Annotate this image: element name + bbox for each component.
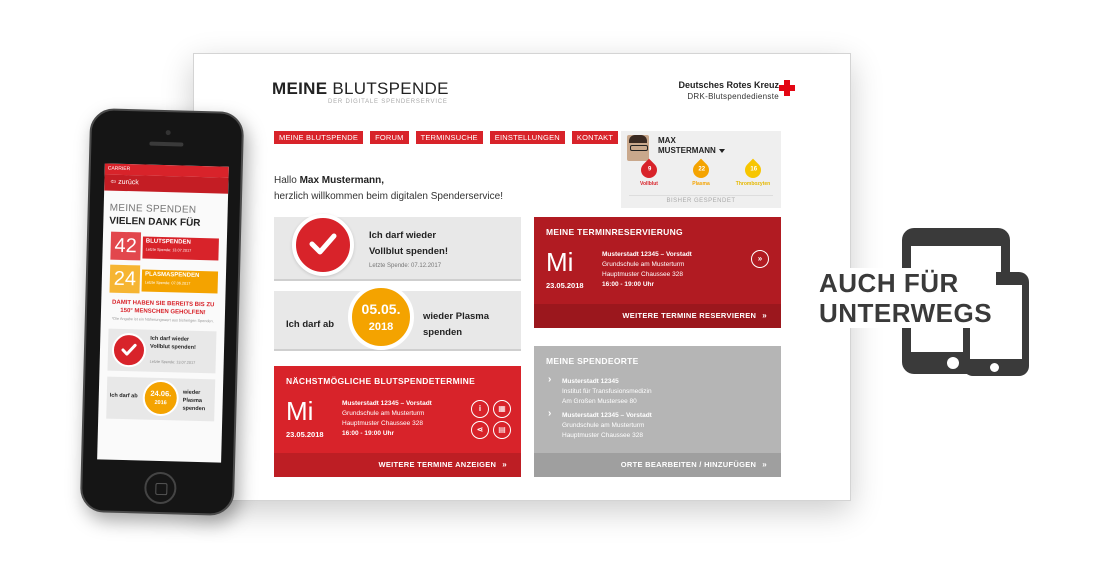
nav-meine-blutspende[interactable]: MEINE BLUTSPENDE [274,131,363,144]
checkmark-circle-icon [112,333,147,368]
caret-down-icon [719,149,725,153]
drk-title: Deutsches Rotes Kreuz [678,80,779,90]
drk-subtitle: DRK-Blutspendedienste [687,92,779,101]
vollblut-title [369,228,448,260]
mobile-footnote: *Die Angabe ist ein Näherungswert aus bisherigen Spenden. [111,316,214,324]
plasma-drop-icon [690,159,713,182]
chevron-right-icon: » [762,311,767,320]
mobile-plasma-left: Ich darf ab [109,392,138,400]
chevron-right-icon: » [762,460,767,469]
greeting-name: Max Mustermann, [299,175,385,186]
next-addr1: Grundschule am Musterturm [342,410,425,417]
nav-terminsuche[interactable]: TERMINSUCHE [416,131,483,144]
mobile-vollblut-line1: Ich darf wieder [150,335,190,343]
card-next-appointments [274,366,521,477]
profile-last-name: MUSTERMANN [658,146,716,155]
checkmark-circle-icon [292,214,354,276]
home-button[interactable] [144,472,177,505]
smartphone-device [80,108,245,516]
back-label: zurück [118,178,139,187]
weitere-termine-reservieren-button[interactable] [534,304,781,328]
next-appointment-details [342,399,432,439]
logo-bold: MEINE [272,79,328,98]
spendeorte-title: MEINE SPENDEORTE [546,356,639,366]
reservation-title: MEINE TERMINRESERVIERUNG [546,227,683,237]
plasma-date: 05.05. [361,301,401,317]
phone-back-button[interactable] [104,174,228,193]
reservation-day: Mi [546,247,574,277]
mobile-card-plasma[interactable] [106,377,215,422]
mobile-plasmaspenden-row [109,265,218,296]
mobile-plasma-right [182,389,215,414]
mobile-vollblut-text [150,335,196,352]
mobile-plasma-date: 24.06. [150,388,172,399]
drop-thrombozyten-value: 16 [750,166,758,173]
mobile-plasma-right2: spenden [182,405,206,413]
place-line2: Hauptmuster Chaussee 328 [562,432,643,439]
mobile-blutspenden-row [110,232,219,263]
reservation-place: Musterstadt 12345 – Vorstadt [602,251,692,258]
nav-einstellungen[interactable]: EINSTELLUNGEN [490,131,565,144]
next-date: 23.05.2018 [286,430,324,439]
drop-thrombozyten-label: Thrombozyten [735,181,771,187]
speaker-grille [149,142,183,147]
plasmaspenden-count: 24 [109,265,140,294]
plasmaspenden-label: PLASMASPENDEN [144,271,200,279]
drop-plasma [683,162,719,187]
reservation-details [602,250,692,290]
next-place: Musterstadt 12345 – Vorstadt [342,400,432,407]
blutspenden-sub: Letzte Spende: 13.07.2017 [145,247,192,253]
reservation-time: 16:00 - 19:00 Uhr [602,281,655,288]
back-arrow-icon: ⇦ [110,178,119,186]
mobile-vollblut-sub: Letzte Spende: 13.07.2017 [149,359,196,365]
drop-vollblut-value: 9 [648,166,652,173]
greeting-welcome: herzlich willkommen beim digitalen Spenderservice! [274,191,503,202]
plasma-right-line2: spenden [423,327,463,338]
spendeorte-list [548,377,652,445]
profile-panel [621,131,781,208]
plasma-left-text: Ich darf ab [286,319,335,330]
list-item[interactable] [548,411,652,441]
blutspenden-label: BLUTSPENDEN [145,238,191,246]
slogan [815,268,996,328]
greeting [274,173,503,205]
orte-bearbeiten-label: ORTE BEARBEITEN / HINZUFÜGEN [620,460,757,469]
mobile-plasma-date-circle [142,380,179,417]
nav-kontakt[interactable]: KONTAKT [572,131,618,144]
place-line2: Am Großen Mustersee 80 [562,398,637,405]
weitere-termine-anzeigen-label: WEITERE TERMINE ANZEIGEN [378,460,497,469]
mobile-plasma-year: 2016 [154,399,167,407]
drop-plasma-value: 22 [698,166,706,173]
chevron-right-icon[interactable]: » [751,250,769,268]
place-name: Musterstadt 12345 – Vorstadt [562,412,652,419]
place-line1: Grundschule am Musterturm [562,422,645,429]
weitere-termine-reservieren-label: WEITERE TERMINE RESERVIEREN [622,311,757,320]
next-day: Mi [286,396,314,426]
next-appointments-title: NÄCHSTMÖGLICHE BLUTSPENDETERMINE [286,376,476,386]
mobile-helped-message: DAMIT HABEN SIE BEREITS BIS ZU 150° MENSCHEN GEHOLFEN! [111,299,215,317]
orte-bearbeiten-button[interactable] [534,453,781,477]
info-icon[interactable]: i [471,400,489,418]
greeting-hello: Hallo [274,175,297,186]
blutspenden-count: 42 [110,232,141,261]
place-name: Musterstadt 12345 [562,378,619,385]
drop-thrombozyten [735,162,771,187]
thrombocyte-drop-icon [742,159,765,182]
donation-drops [631,162,771,192]
drk-logo[interactable] [678,80,779,101]
vollblut-line1: Ich darf wieder [369,230,437,241]
next-time: 16:00 - 19:00 Uhr [342,430,395,437]
vollblut-last-donation: Letzte Spende: 07.12.2017 [369,263,442,269]
logo-subtitle: DER DIGITALE SPENDERSERVICE [328,99,448,105]
desktop-browser-window [193,53,851,501]
main-nav [274,131,618,144]
bisher-gespendet-label: BISHER GESPENDET [629,195,773,204]
mobile-card-vollblut[interactable] [107,329,216,374]
profile-name-menu[interactable] [658,136,725,156]
plasma-date-circle [348,284,414,350]
camera-icon [166,130,171,135]
mobile-title2: VIELEN DANK FÜR [109,215,201,229]
slogan-line1: AUCH FÜR [819,268,959,298]
blood-drop-icon [638,159,661,182]
list-item[interactable] [548,377,652,407]
avatar[interactable] [627,135,649,161]
weitere-termine-anzeigen-button[interactable] [274,453,521,477]
plasma-right-text [423,309,489,341]
plasma-year: 2018 [368,321,394,333]
logo-light: BLUTSPENDE [332,79,449,98]
carrier-label: CARRIER [107,165,131,173]
app-logo[interactable] [272,80,449,105]
place-line1: Institut für Transfusionsmedizin [562,388,652,395]
drop-plasma-label: Plasma [692,181,710,187]
drop-vollblut-label: Vollblut [640,181,658,187]
reservation-addr1: Grundschule am Musterturm [602,261,685,268]
phone-screen [97,163,229,462]
mobile-vollblut-line2: Vollblut spenden! [150,343,196,351]
plasmaspenden-sub: Letzte Spende: 07.06.2017 [144,280,191,286]
share-icon[interactable]: ⋖ [471,421,489,439]
plasmaspenden-label-box [142,269,219,293]
calendar-icon[interactable]: ▤ [493,421,511,439]
reservation-date: 23.05.2018 [546,281,584,290]
chevron-down-icon: » [502,460,507,469]
vollblut-line2: Vollblut spenden! [369,246,448,257]
card-spendeorte [534,346,781,477]
card-reservation [534,217,781,328]
card-vollblut-status[interactable] [274,217,521,281]
calendar-add-icon[interactable]: ▦ [493,400,511,418]
card-plasma-status[interactable] [274,291,521,351]
mobile-title1: MEINE SPENDEN [109,202,197,216]
red-cross-icon [779,80,795,96]
mobile-plasma-right1: wieder Plasma [182,389,203,405]
blutspenden-label-box [142,236,219,260]
next-addr2: Hauptmuster Chaussee 328 [342,420,423,427]
plasma-right-line1: wieder Plasma [423,311,490,322]
nav-forum[interactable]: FORUM [370,131,409,144]
drop-vollblut [631,162,667,187]
profile-first-name: MAX [658,136,676,145]
reservation-addr2: Hauptmuster Chaussee 328 [602,271,683,278]
slogan-line2: UNTERWEGS [819,298,993,328]
